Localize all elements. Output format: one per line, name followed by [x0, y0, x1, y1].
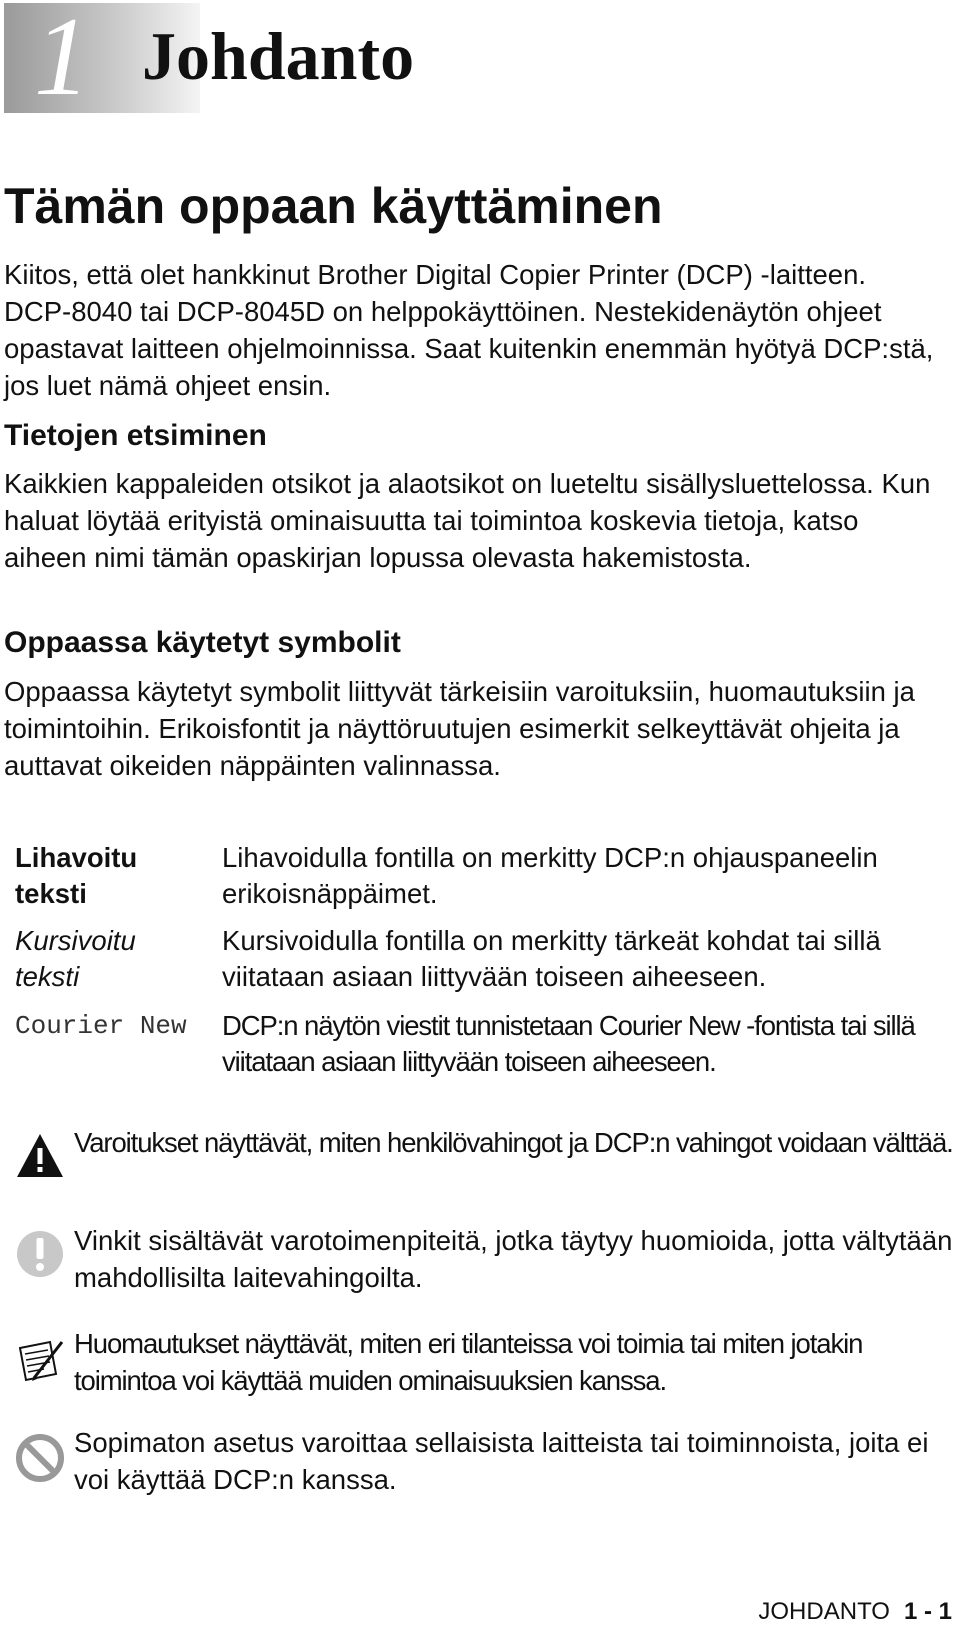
prohibited-icon	[14, 1432, 66, 1484]
finding-heading: Tietojen etsiminen	[4, 419, 267, 452]
footer-page-number: 1 - 1	[903, 1598, 952, 1625]
symbol-desc-italic: Kursivoidulla fontilla on merkitty tärkeät kohdat tai sillä viitataan asiaan liittyvään toiseen aiheeseen.	[222, 925, 881, 992]
note-text: Huomautukset näyttävät, miten eri tilanteissa voi toimia tai miten jotakin toimintoa voi käyttää muiden ominaisuuksien kanssa.	[74, 1328, 863, 1396]
warning-icon	[14, 1130, 66, 1182]
symbol-term-italic: Kursivoitu teksti	[15, 925, 136, 992]
chapter-number: 1	[34, 0, 90, 119]
caution-text: Vinkit sisältävät varotoimenpiteitä, jotka täytyy huomioida, jotta vältytään mahdollisilta laitevahingoilta.	[74, 1225, 953, 1293]
symbols-paragraph: Oppaassa käytetyt symbolit liittyvät tärkeisiin varoituksiin, huomautuksiin ja toimintoihin. Erikoisfontit ja näyttöruutujen esimerkit selkeyttävät ohjeita ja auttavat oikeiden näppäinten valinnassa.	[4, 676, 915, 781]
page-footer	[758, 1597, 952, 1627]
symbol-desc-courier: DCP:n näytön viestit tunnistetaan Courier New -fontista tai sillä viitataan asiaan liittyvään toiseen aiheeseen.	[222, 1010, 915, 1077]
section-title: Tämän oppaan käyttäminen	[4, 178, 663, 234]
symbol-desc-bold: Lihavoidulla fontilla on merkitty DCP:n ohjauspaneelin erikoisnäppäimet.	[222, 842, 878, 909]
symbols-heading: Oppaassa käytetyt symbolit	[4, 626, 401, 659]
footer-chapter-label: JOHDANTO	[758, 1598, 890, 1625]
caution-icon	[14, 1228, 66, 1280]
symbol-term-courier: Courier New	[15, 1011, 187, 1041]
chapter-title: Johdanto	[142, 18, 415, 94]
finding-paragraph: Kaikkien kappaleiden otsikot ja alaotsikot on lueteltu sisällysluettelossa. Kun haluat löytää erityistä ominaisuutta tai toimintoa koskevia tietoja, katso aiheen nimi tämän opaskirjan lopussa olevasta hakemistosta.	[4, 468, 931, 573]
symbol-term-bold: Lihavoitu teksti	[15, 842, 138, 909]
note-icon	[14, 1334, 66, 1386]
prohibited-text: Sopimaton asetus varoittaa sellaisista laitteista tai toiminnoista, joita ei voi käyttää DCP:n kanssa.	[74, 1427, 929, 1495]
intro-paragraph: Kiitos, että olet hankkinut Brother Digital Copier Printer (DCP) -laitteen. DCP-8040 tai DCP-8045D on helppokäyttöinen. Nestekidenäytön ohjeet opastavat laitteen ohjelmoinnissa. Saat kuitenkin enemmän hyötyä DCP:stä, jos luet nämä ohjeet ensin.	[4, 259, 934, 401]
warning-text: Varoitukset näyttävät, miten henkilövahingot ja DCP:n vahingot voidaan välttää.	[74, 1127, 953, 1158]
